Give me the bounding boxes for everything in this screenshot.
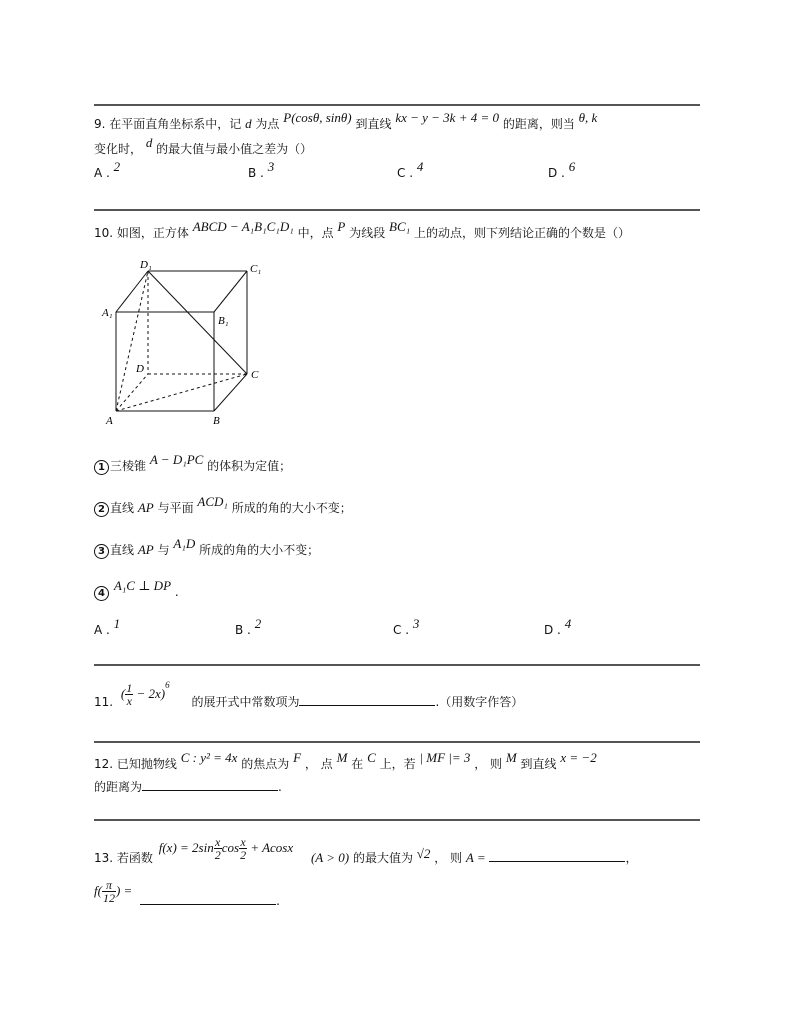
fraction-denominator: 2 [240, 848, 247, 862]
edge-bc [214, 374, 247, 411]
q10-option-d[interactable] [544, 616, 572, 638]
q10-cube: ABCD − A₁B₁C₁D₁ [192, 219, 294, 234]
statement-math: ACD₁ [197, 494, 228, 509]
q13-f-open: f( [94, 883, 102, 898]
edge-d1c [148, 271, 247, 374]
q11-rest: − 2x) [133, 686, 166, 701]
statement-text: . [174, 585, 179, 599]
option-value: 6 [568, 159, 576, 174]
q12-text2: ， 点 [304, 757, 333, 771]
option-label: B . [235, 623, 251, 637]
q10-text1: 中，点 [297, 226, 334, 240]
statement-text: 与 [157, 543, 170, 557]
q9-option-d[interactable] [548, 159, 576, 181]
q9-text2: 到直线 [355, 117, 392, 131]
statement-number: 2 [94, 502, 109, 517]
q10-p: P [337, 219, 346, 234]
q10-prefix: 10. 如图，正方体 [94, 226, 189, 240]
q13-f-close: ) = [115, 883, 133, 898]
q12-text1: 的焦点为 [241, 757, 290, 771]
edge-b1c1 [214, 271, 247, 312]
statement-math: AP [137, 542, 154, 557]
q13-comma: ， [625, 851, 638, 865]
option-label: D . [544, 623, 561, 637]
divider-q13 [94, 819, 700, 821]
q12-c: C [367, 750, 376, 765]
option-label: A . [94, 623, 110, 637]
q12-m2: M [505, 750, 517, 765]
option-label: C . [397, 166, 414, 180]
statement-text: 所成的角的大小不变； [231, 501, 352, 515]
q10-option-a[interactable] [94, 616, 121, 638]
q9-prefix: 9. 在平面直角坐标系中，记 [94, 117, 242, 131]
fraction-numerator: π [102, 879, 116, 892]
q13-f-lhs: f(x) = 2sin [158, 840, 214, 855]
statement-math: AP [137, 500, 154, 515]
q13-sqrt: √2 [416, 846, 431, 861]
statement-text: 直线 [110, 543, 135, 557]
q11-number: 11. [94, 695, 114, 709]
q9-option-c[interactable] [397, 159, 424, 181]
q13-a-eq: A = [465, 850, 486, 865]
q9-d2: d [145, 135, 153, 150]
q12-text3: 在 [351, 757, 364, 771]
q11-power: 6 [165, 680, 170, 690]
q9-line-eq: kx − y − 3k + 4 = 0 [395, 110, 499, 125]
q12-text5: ， 则 [474, 757, 503, 771]
q9-text1: 为点 [255, 117, 280, 131]
label-b1: B₁ [218, 315, 229, 327]
q12-mf: | MF |= 3 [419, 750, 471, 765]
q9-option-a[interactable] [94, 159, 121, 181]
statement-number: 4 [94, 586, 109, 601]
q9-line2-b: 的最大值与最小值之差为（） [156, 142, 313, 156]
q12-text4: 上，若 [379, 757, 416, 771]
option-label: C . [393, 623, 410, 637]
fraction-denominator: 2 [214, 848, 221, 862]
option-value: 3 [267, 159, 275, 174]
option-value: 4 [564, 616, 572, 631]
option-label: D . [548, 166, 565, 180]
q10-option-c[interactable] [393, 616, 420, 638]
option-label: A . [94, 166, 110, 180]
statement-text: 直线 [110, 501, 135, 515]
option-value: 1 [113, 616, 121, 631]
option-value: 2 [113, 159, 121, 174]
option-value: 2 [254, 616, 262, 631]
q10-seg: BC₁ [389, 219, 411, 234]
q11-tail: .（用数字作答） [435, 695, 524, 709]
statement-math: A₁C ⊥ DP [113, 578, 172, 593]
q10-text3: 上的动点，则下列结论正确的个数是（） [414, 226, 631, 240]
option-label: B . [248, 166, 264, 180]
q13-cos: cos [221, 840, 240, 855]
fraction-numerator: 1 [126, 681, 133, 695]
label-b: B [213, 415, 220, 427]
q10-statement-2 [94, 494, 352, 517]
q12-parabola: C : y² = 4x [180, 750, 238, 765]
q9-d: d [245, 116, 252, 131]
fraction-numerator: x [240, 835, 246, 849]
divider-q9 [94, 104, 700, 106]
q11-answer-blank[interactable] [299, 693, 435, 706]
statement-text: 的体积为定值； [207, 459, 292, 473]
option-value: 4 [416, 159, 424, 174]
q13-fraction-1 [214, 836, 222, 861]
divider-q10 [94, 209, 700, 211]
q11-text: 的展开式中常数项为 [191, 695, 300, 709]
q12-line2 [94, 778, 282, 795]
q10-option-b[interactable] [235, 616, 262, 638]
statement-number: 1 [94, 460, 109, 475]
divider-q12 [94, 741, 700, 743]
label-d1: D₁ [140, 259, 152, 271]
label-a: A [106, 415, 113, 427]
statement-math: A₁D [173, 536, 196, 551]
q12-answer-blank[interactable] [142, 778, 278, 791]
statement-text: 三棱锥 [110, 459, 147, 473]
q13-line2 [94, 876, 280, 916]
q13-answer-blank-f[interactable] [140, 892, 276, 905]
q9-vars: θ, k [578, 110, 598, 125]
statement-text: 与平面 [157, 501, 194, 515]
q9-line2-a: 变化时， [94, 142, 143, 156]
edge-ac [116, 374, 247, 411]
q12-prefix: 12. 已知抛物线 [94, 757, 177, 771]
fraction-numerator: x [215, 835, 221, 849]
q12-m: M [336, 750, 348, 765]
label-c1: C₁ [250, 263, 262, 275]
q13-line1 [94, 835, 637, 871]
q12-line1 [94, 750, 597, 772]
q10-statement-4 [94, 578, 179, 601]
label-d: D [136, 363, 144, 375]
q13-condition: (A > 0) [310, 850, 350, 865]
statement-text: 所成的角的大小不变； [199, 543, 320, 557]
q10-text2: 为线段 [349, 226, 386, 240]
q11-line [94, 682, 523, 714]
q9-point: P(cosθ, sinθ) [283, 110, 352, 125]
q12-line2-text: 的距离为 [94, 780, 143, 794]
label-a1: A₁ [102, 307, 113, 319]
label-c: C [251, 369, 259, 381]
q10-statement-3 [94, 536, 320, 559]
edge-ad [116, 374, 148, 411]
q12-tail: . [278, 780, 282, 794]
q13-rest: + Acosx [247, 840, 294, 855]
q10-statement-1 [94, 452, 292, 475]
statement-number: 3 [94, 544, 109, 559]
q13-tail: . [276, 894, 280, 908]
q13-text1: 的最大值为 [352, 851, 413, 865]
q12-xline: x = −2 [560, 750, 597, 765]
q13-prefix: 13. 若函数 [94, 851, 153, 865]
q11-open: ( [120, 686, 126, 701]
q13-answer-blank-a[interactable] [489, 849, 625, 862]
q10-line1 [94, 219, 631, 241]
q9-line1 [94, 110, 598, 132]
q13-fraction-2 [239, 836, 247, 861]
q12-f: F [293, 750, 302, 765]
q12-text6: 到直线 [520, 757, 557, 771]
statement-math: A − D₁PC [149, 452, 204, 467]
q13-pi-fraction [102, 879, 116, 904]
option-value: 3 [412, 616, 420, 631]
divider-q11 [94, 664, 700, 666]
cube-figure [100, 256, 270, 428]
q9-line2 [94, 135, 313, 157]
fraction-denominator: x [126, 694, 132, 708]
fraction-denominator: 12 [102, 891, 115, 905]
q9-text3: 的距离，则当 [502, 117, 575, 131]
q13-text2: ， 则 [434, 851, 463, 865]
q9-option-b[interactable] [248, 159, 275, 181]
